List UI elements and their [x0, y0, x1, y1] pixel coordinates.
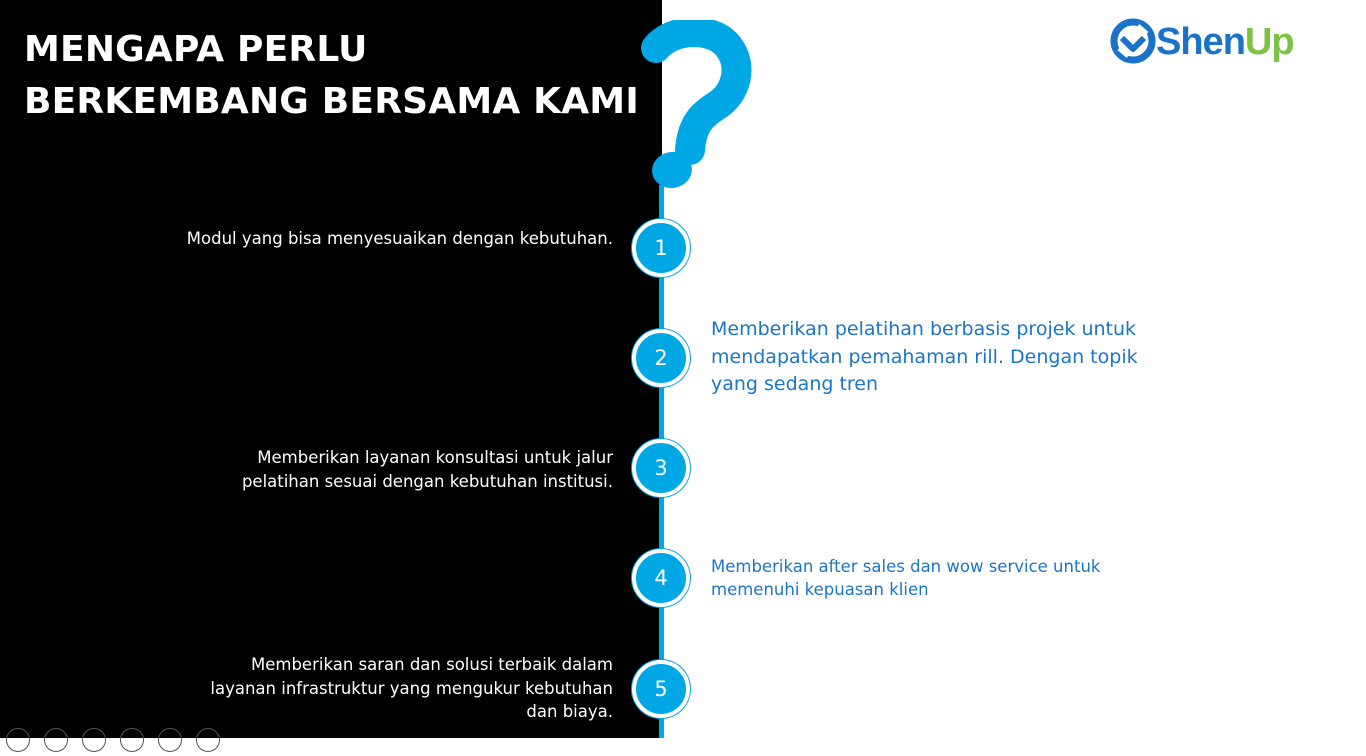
shenup-logo — [1108, 14, 1348, 72]
step-1-badge: 1 — [632, 219, 690, 277]
step-4-text: Memberikan after sales dan wow service untuk memenuhi kepuasan klien — [711, 557, 1101, 599]
control-dot[interactable] — [120, 728, 144, 752]
step-5-badge: 5 — [632, 660, 690, 718]
step-4-badge: 4 — [632, 549, 690, 607]
control-dot[interactable] — [158, 728, 182, 752]
step-1-text: Modul yang bisa menyesuaikan dengan kebutuhan. — [186, 229, 613, 248]
slideshow-controls — [6, 728, 234, 756]
control-dot[interactable] — [196, 728, 220, 752]
slide-title — [24, 24, 639, 128]
step-2-badge: 2 — [632, 329, 690, 387]
title-line-2: BERKEMBANG BERSAMA KAMI — [24, 81, 639, 122]
step-2-text: Memberikan pelatihan berbasis projek untuk mendapatkan pemahaman rill. Dengan topik yang sedang tren — [711, 318, 1138, 395]
title-line-1: MENGAPA PERLU — [24, 29, 368, 70]
control-dot[interactable] — [6, 728, 30, 752]
control-dot[interactable] — [82, 728, 106, 752]
svg-text:ShenUp: ShenUp — [1156, 21, 1294, 63]
logo-mark-icon — [1114, 22, 1152, 60]
step-3-text: Memberikan layanan konsultasi untuk jalur pelatihan sesuai dengan kebutuhan institusi. — [241, 448, 613, 491]
question-mark-icon — [632, 20, 752, 195]
step-3-badge: 3 — [632, 439, 690, 497]
control-dot[interactable] — [44, 728, 68, 752]
step-5-text: Memberikan saran dan solusi terbaik dalam layanan infrastruktur yang mengukur kebutuhan dan biaya. — [210, 655, 613, 721]
